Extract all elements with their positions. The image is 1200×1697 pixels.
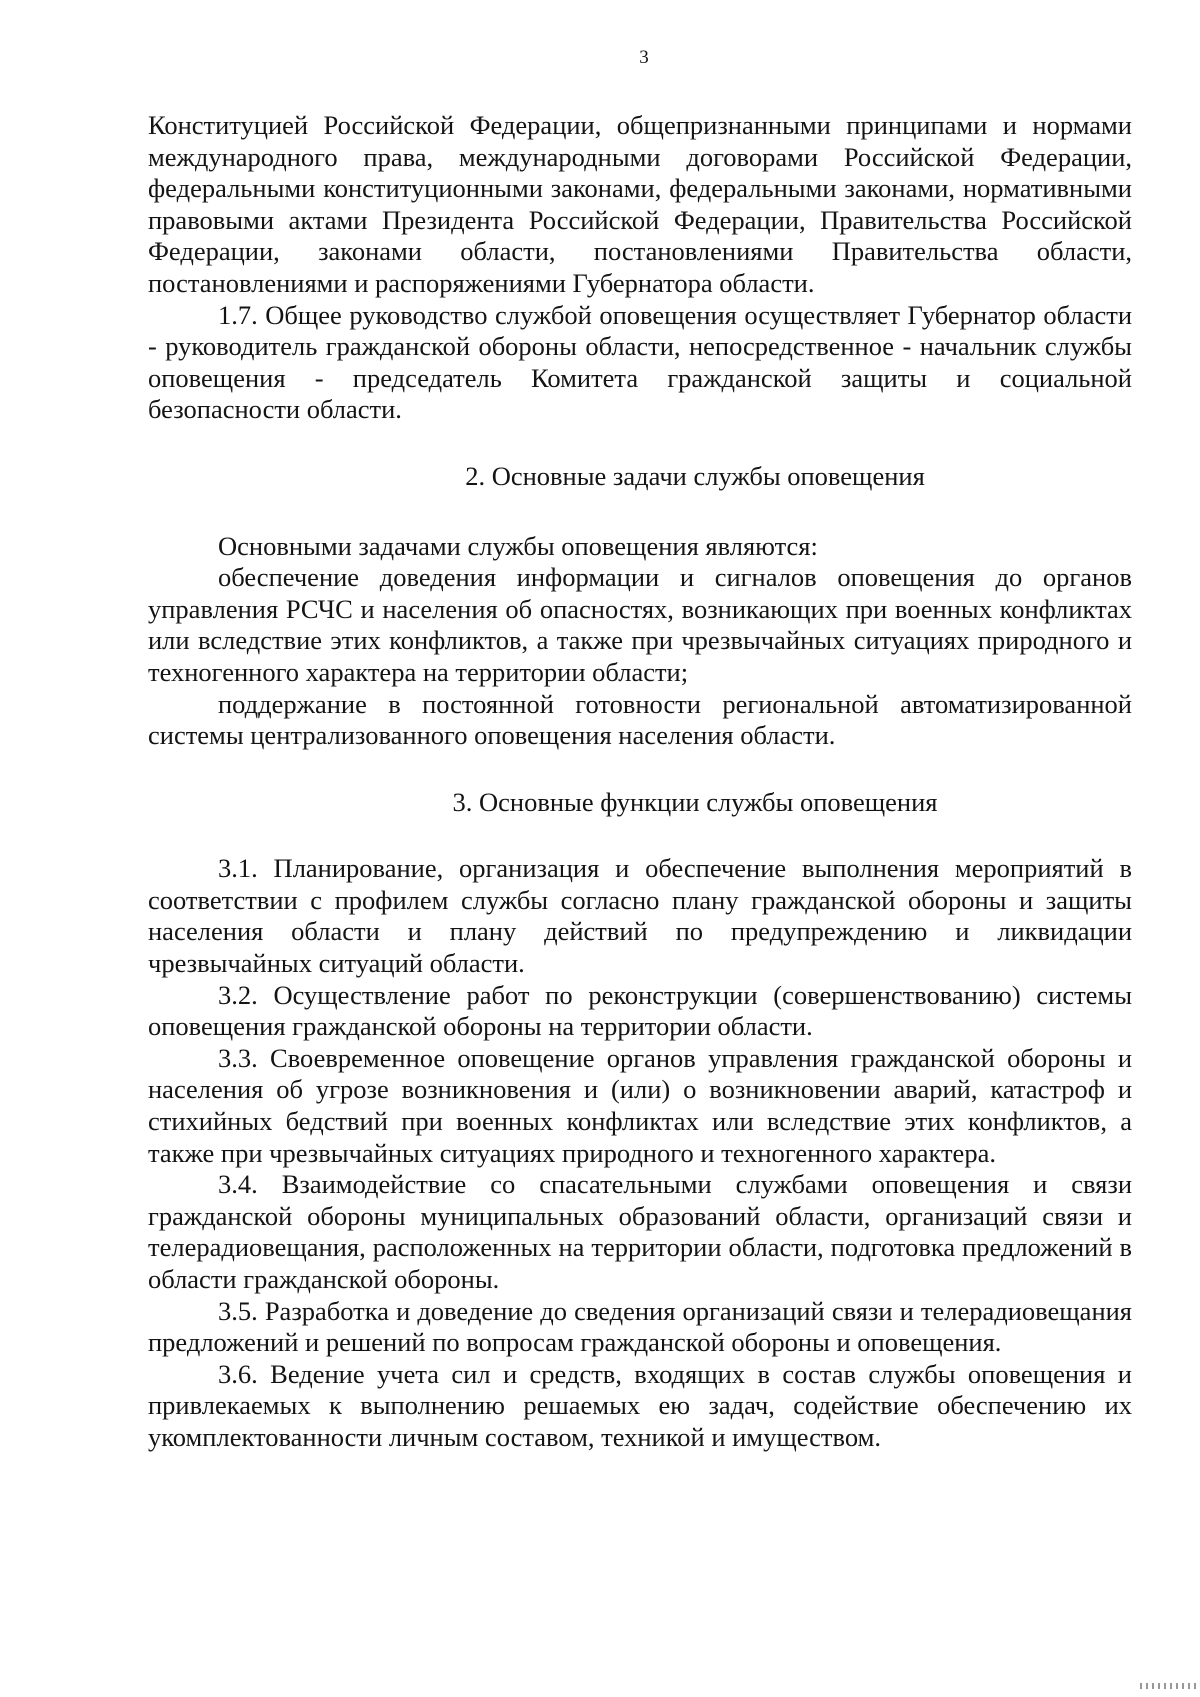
section-2-intro: Основными задачами службы оповещения являются: [218, 530, 818, 561]
paragraph-3-4: 3.4. Взаимодействие со спасательными службами оповещения и связи гражданской обороны муниципальных образований области, организаций связи и телерадиовещания, расположенных на территории области, подготовка предложений в области гражданской обороны. [148, 1169, 1132, 1294]
paragraph-3-5: 3.5. Разработка и доведение до сведения организаций связи и телерадиовещания предложений и решений по вопросам гражданской обороны и оповещения. [148, 1295, 1132, 1358]
paragraph-3-6: 3.6. Ведение учета сил и средств, входящих в состав службы оповещения и привлекаемых к выполнению решаемых ею задач, содействие обеспечению их укомплектованности личным составом, техникой и имуществом. [148, 1358, 1132, 1452]
scan-artifact [1140, 1683, 1196, 1689]
paragraph-1-7: 1.7. Общее руководство службой оповещения осуществляет Губернатор области - руководитель гражданской обороны области, непосредственное - начальник службы оповещения - председатель Комитета гражданской защиты и социальной безопасности области. [148, 299, 1132, 425]
section-2-task-2: поддержание в постоянной готовности региональной автоматизированной системы централизованного оповещения населения области. [148, 688, 1132, 751]
document-body [148, 110, 1132, 1454]
paragraph-3-1: 3.1. Планирование, организация и обеспечение выполнения мероприятий в соответствии с профилем службы согласно плану гражданской обороны и защиты населения области и плану действий по предупреждению и ликвидации чрезвычайных ситуаций области. [148, 853, 1132, 979]
page-number: 3 [639, 47, 649, 68]
paragraph-3-3: 3.3. Своевременное оповещение органов управления гражданской обороны и населения об угрозе возникновения и (или) о возникновении аварий, катастроф и стихийных бедствий при военных конфликтах или вследствие этих конфликтов, а также при чрезвычайных ситуациях природного и техногенного характера. [148, 1042, 1132, 1168]
section-3-heading: 3. Основные функции службы оповещения [452, 786, 938, 817]
section-2-heading: 2. Основные задачи службы оповещения [465, 460, 925, 491]
section-2-task-1: обеспечение доведения информации и сигналов оповещения до органов управления РСЧС и населения об опасностях, возникающих при военных конфликтах или вследствие этих конфликтов, а также при чрезвычайных ситуациях природного и техногенного характера на территории области; [148, 562, 1132, 687]
paragraph-continuation: Конституцией Российской Федерации, общепризнанными принципами и нормами международного права, международными договорами Российской Федерации, федеральными конституционными законами, федеральными законами, нормативными правовыми актами Президента Российской Федерации, Правительства Российской Федерации, законами области, постановлениями Правительства области, постановлениями и распоряжениями Губернатора области. [148, 110, 1132, 298]
paragraph-3-2: 3.2. Осуществление работ по реконструкции (совершенствованию) системы оповещения гражданской обороны на территории области. [148, 979, 1132, 1042]
